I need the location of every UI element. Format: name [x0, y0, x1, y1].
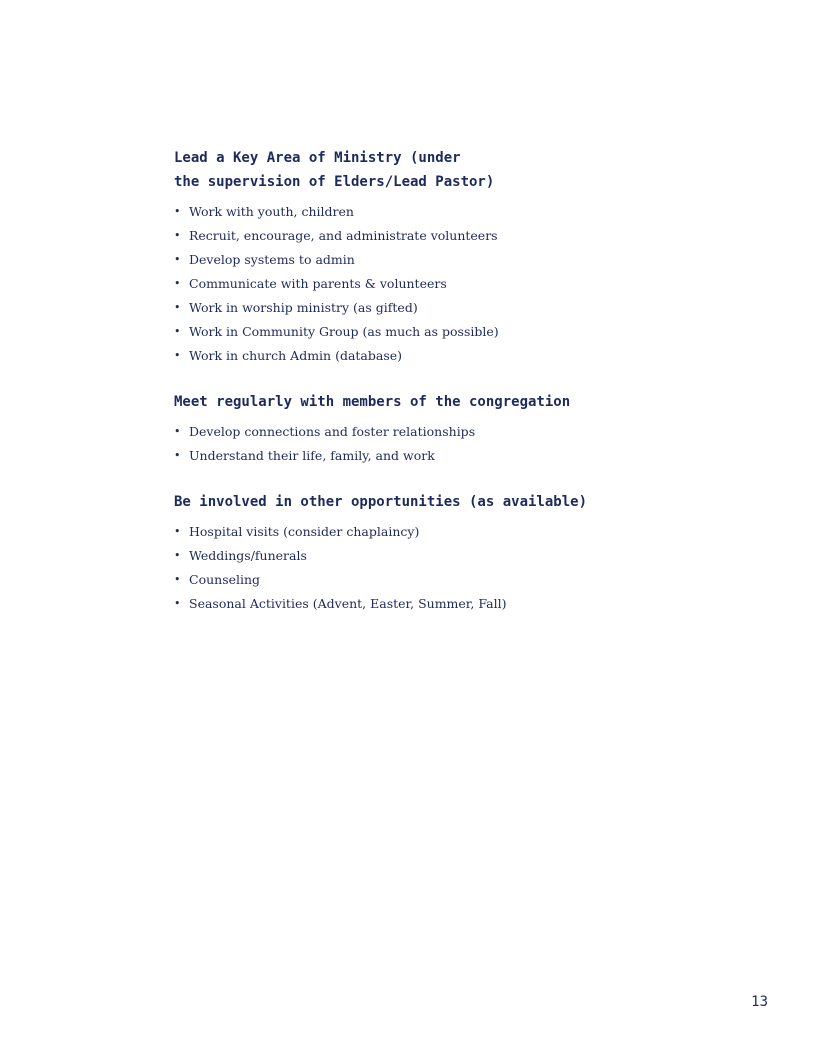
list-item-text: Counseling	[189, 572, 261, 587]
list-item-text: Recruit, encourage, and administrate volunteers	[189, 228, 498, 243]
page-number: 13	[751, 994, 768, 1010]
bullet-icon: •	[174, 549, 181, 562]
list-item-text: Work in church Admin (database)	[189, 348, 403, 363]
list-item	[174, 200, 734, 224]
heading-line: the supervision of Elders/Lead Pastor)	[174, 174, 495, 190]
section-lead-ministry	[174, 146, 734, 368]
list-item-text: Weddings/funerals	[189, 548, 307, 563]
list-item	[174, 420, 734, 444]
bullet-icon: •	[174, 205, 181, 218]
heading-line: Be involved in other opportunities (as available)	[174, 494, 588, 510]
list-item-text: Develop systems to admin	[189, 252, 355, 267]
bullet-list	[174, 420, 734, 468]
bullet-icon: •	[174, 525, 181, 538]
bullet-icon: •	[174, 325, 181, 338]
bullet-icon: •	[174, 425, 181, 438]
bullet-icon: •	[174, 277, 181, 290]
section-other-opportunities	[174, 490, 734, 616]
list-item	[174, 544, 734, 568]
list-item	[174, 248, 734, 272]
bullet-icon: •	[174, 229, 181, 242]
list-item	[174, 592, 734, 616]
bullet-icon: •	[174, 449, 181, 462]
list-item	[174, 224, 734, 248]
list-item-text: Work in Community Group (as much as possible)	[189, 324, 499, 339]
bullet-list	[174, 200, 734, 368]
list-item-text: Work with youth, children	[189, 204, 354, 219]
list-item	[174, 568, 734, 592]
list-item	[174, 296, 734, 320]
bullet-icon: •	[174, 253, 181, 266]
list-item-text: Communicate with parents & volunteers	[189, 276, 447, 291]
list-item-text: Seasonal Activities (Advent, Easter, Summer, Fall)	[189, 596, 507, 611]
list-item	[174, 444, 734, 468]
list-item	[174, 344, 734, 368]
list-item	[174, 520, 734, 544]
list-item	[174, 272, 734, 296]
list-item-text: Develop connections and foster relationships	[189, 424, 476, 439]
section-meet-congregation	[174, 390, 734, 468]
section-heading	[174, 490, 734, 514]
bullet-icon: •	[174, 573, 181, 586]
list-item-text: Hospital visits (consider chaplaincy)	[189, 524, 420, 539]
heading-line: Lead a Key Area of Ministry (under	[174, 150, 461, 166]
bullet-icon: •	[174, 301, 181, 314]
bullet-list	[174, 520, 734, 616]
list-item-text: Understand their life, family, and work	[189, 448, 435, 463]
heading-line: Meet regularly with members of the congregation	[174, 394, 571, 410]
section-heading	[174, 146, 734, 194]
bullet-icon: •	[174, 597, 181, 610]
section-heading	[174, 390, 734, 414]
list-item	[174, 320, 734, 344]
list-item-text: Work in worship ministry (as gifted)	[189, 300, 418, 315]
document-body	[174, 146, 734, 616]
bullet-icon: •	[174, 349, 181, 362]
